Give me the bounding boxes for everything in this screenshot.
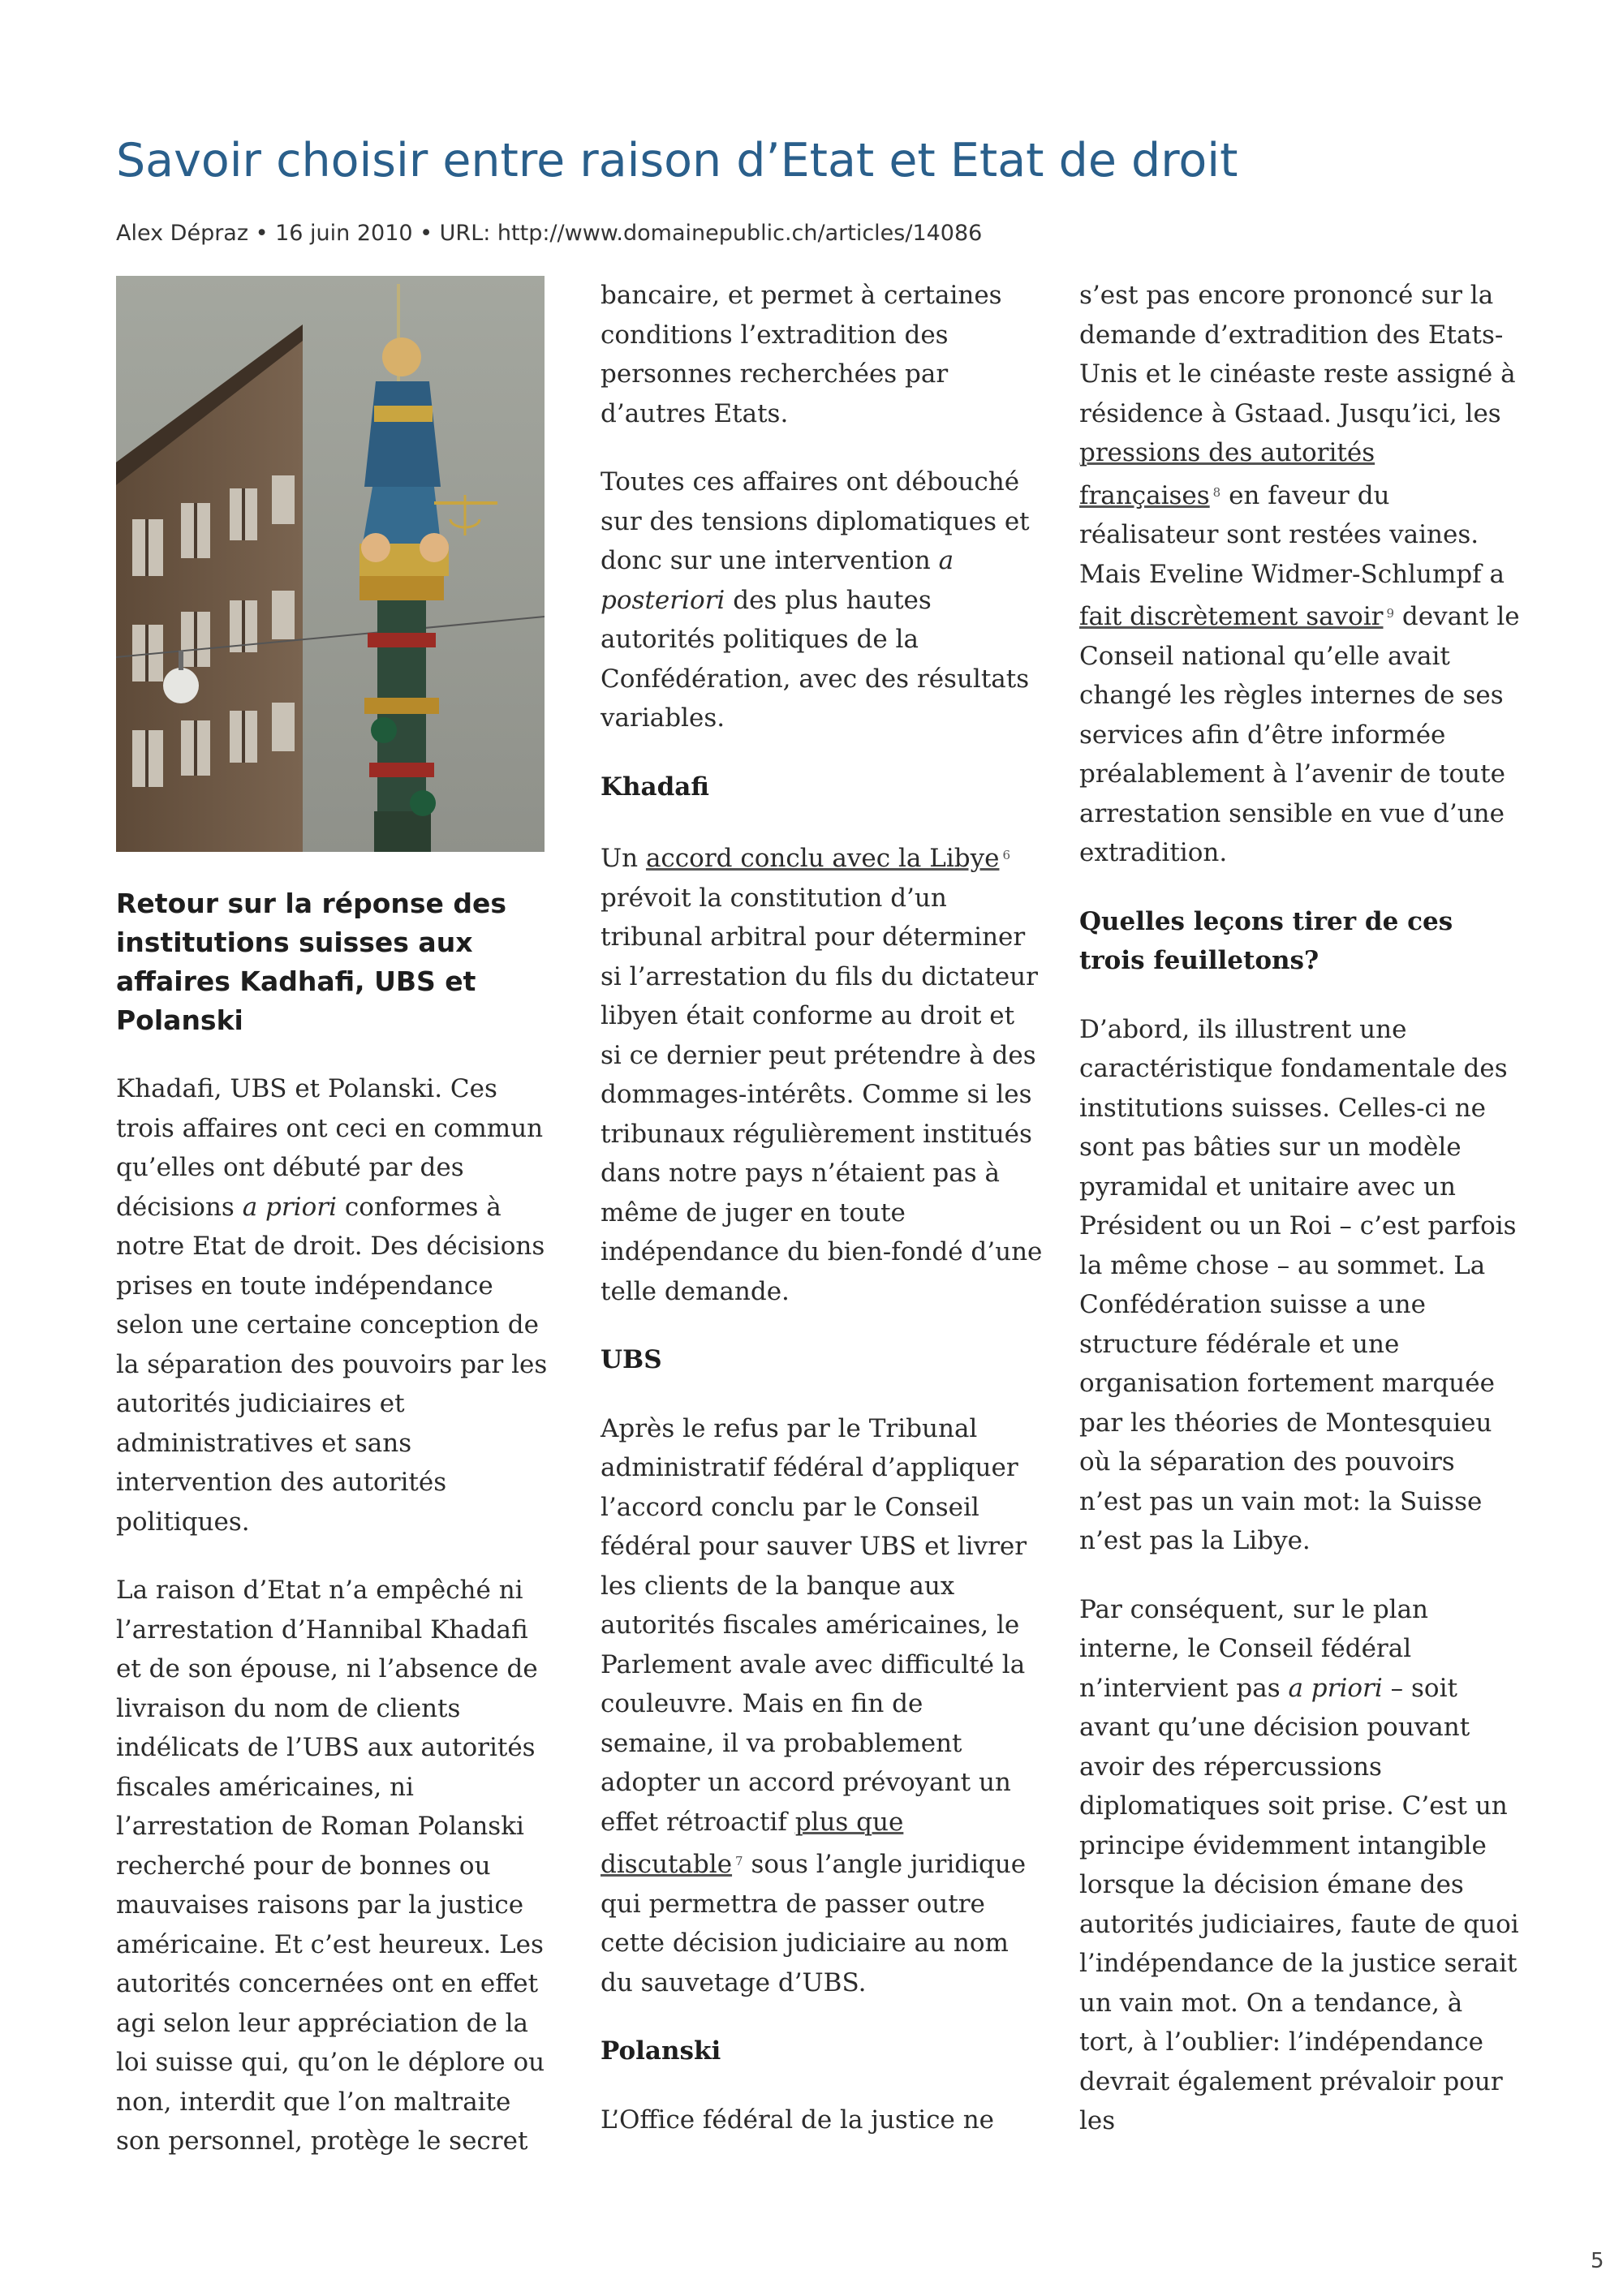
link-accord-libye[interactable]: accord conclu avec la Libye xyxy=(645,844,1000,873)
paragraph: D’abord, ils illustrent une caractéristique fondamentale des institutions suisses. Celles-ci ne sont pas bâties sur un modèle pyramidal et unitaire avec un Président ou un Roi – c’est parfois la même chose – au sommet. La Confédération suisse a une structure fédérale et une organisation fortement marquée par les théories de Montesquieu où la séparation des pouvoirs n’est pas un vain mot: la Suisse n’est pas la Libye. xyxy=(1079,1014,1517,1555)
section-heading-khadafi: Khadafi xyxy=(601,772,709,802)
article-byline: Alex Dépraz • 16 juin 2010 • URL: http://www.domainepublic.ch/articles/14086 xyxy=(116,221,983,246)
footnote-ref[interactable]: 7 xyxy=(735,1854,743,1868)
paragraph: Par conséquent, sur le plan interne, le Conseil fédéral n’intervient pas a priori – soit avant qu’une décision pouvant avoir des répercussions diplomatiques soit prise. C’est un principe évidemment intangible lorsque la décision émane des autorités judiciaires, faute de quoi l’indépendance de la justice serait un vain mot. On a tendance, à tort, à l’oublier: l’indépendance devrait également prévaloir pour les xyxy=(1079,1594,1519,2135)
section-heading-lecons: Quelles leçons tirer de ces trois feuilletons? xyxy=(1079,906,1453,975)
article-lead: Retour sur la réponse des institutions suisses aux affaires Kadhafi, UBS et Polanski xyxy=(116,888,507,1036)
article-photo xyxy=(116,276,545,852)
column-3 xyxy=(1079,276,1522,2141)
link-fait-discretement-savoir[interactable]: fait discrètement savoir xyxy=(1079,602,1384,631)
paragraph: s’est pas encore prononcé sur la demande d’extradition des Etats-Unis et le cinéaste reste assigné à résidence à Gstaad. Jusqu’ici, les pressions des autorités françaises $^8$ en faveur du réalisateur sont restées vaines. Mais Eveline Widmer-Schlumpf a fait discrètement savoir $^9$ devant le Conseil national qu’elle avait changé les règles internes de ses services afin d’être informée préalablement à l’avenir de toute arrestation sensible en vue d’une extradition. xyxy=(1079,281,1520,867)
paragraph: La raison d’Etat n’a empêché ni l’arrestation d’Hannibal Khadafi et de son épouse, ni l’absence de livraison du nom de clients indélicats de l’UBS aux autorités fiscales américaines, ni l’arrestation de Roman Polanski recherché pour de bonnes ou mauvaises raisons par la justice américaine. Et c’est heureux. Les autorités concernées ont en effet agi selon leur appréciation de la loi suisse qui, qu’on le déplore ou non, interdit que l’on maltraite son personnel, protège le secret xyxy=(116,1576,545,2156)
column-2 xyxy=(601,276,1043,2139)
link-plus-que-discutable[interactable]: plus que discutable xyxy=(601,1807,904,1879)
footnote-ref[interactable]: 8 xyxy=(1212,484,1221,500)
paragraph: L’Office fédéral de la justice ne xyxy=(601,2105,995,2135)
column-1 xyxy=(116,884,558,2161)
paragraph: Après le refus par le Tribunal administratif fédéral d’appliquer l’accord conclu par le Conseil fédéral pour sauver UBS et livrer les clients de la banque aux autorités fiscales américaines, le Parlement avale avec difficulté la couleuvre. Mais en fin de semaine, il va probablement adopter un accord prévoyant un effet rétroactif plus que discutable $^7$ sous l’angle juridique qui permettra de passer outre cette décision judiciaire au nom du sauvetage d’UBS. xyxy=(601,1413,1027,1997)
paragraph: Toutes ces affaires ont débouché sur des tensions diplomatiques et donc sur une intervention a posteriori des plus hautes autorités politiques de la Confédération, avec des résultats variables. xyxy=(601,467,1030,733)
paragraph: Un accord conclu avec la Libye $^6$ prévoit la constitution d’un tribunal arbitral pour déterminer si l’arrestation du fils du dictateur libyen était conforme au droit et si ce dernier peut prétendre à des dommages-intérêts. Comme si les tribunaux régulièrement institués dans notre pays n’étaient pas à même de juger en toute indépendance du bien-fondé d’une telle demande. xyxy=(601,844,1043,1306)
article-title: Savoir choisir entre raison d’Etat et Etat de droit xyxy=(116,134,1238,187)
link-pressions-autorites[interactable]: pressions des autorités françaises xyxy=(1079,438,1375,510)
footnote-ref[interactable]: 6 xyxy=(1002,848,1010,862)
section-heading-ubs: UBS xyxy=(601,1345,662,1374)
emphasis: a posteriori xyxy=(601,546,954,615)
paragraph: bancaire, et permet à certaines conditions l’extradition des personnes recherchées par d’autres Etats. xyxy=(601,281,1002,428)
emphasis: a priori xyxy=(1288,1673,1383,1703)
section-heading-polanski: Polanski xyxy=(601,2036,721,2066)
emphasis: a priori xyxy=(242,1192,337,1222)
paragraph: Khadafi, UBS et Polanski. Ces trois affaires ont ceci en commun qu’elles ont débuté par des décisions a priori conformes à notre Etat de droit. Des décisions prises en toute indépendance selon une certaine conception de la séparation des pouvoirs par les autorités judiciaires et administratives et sans intervention des autorités politiques. xyxy=(116,1074,548,1537)
page-number: 5 xyxy=(1591,2249,1604,2273)
footnote-ref[interactable]: 9 xyxy=(1386,606,1395,621)
